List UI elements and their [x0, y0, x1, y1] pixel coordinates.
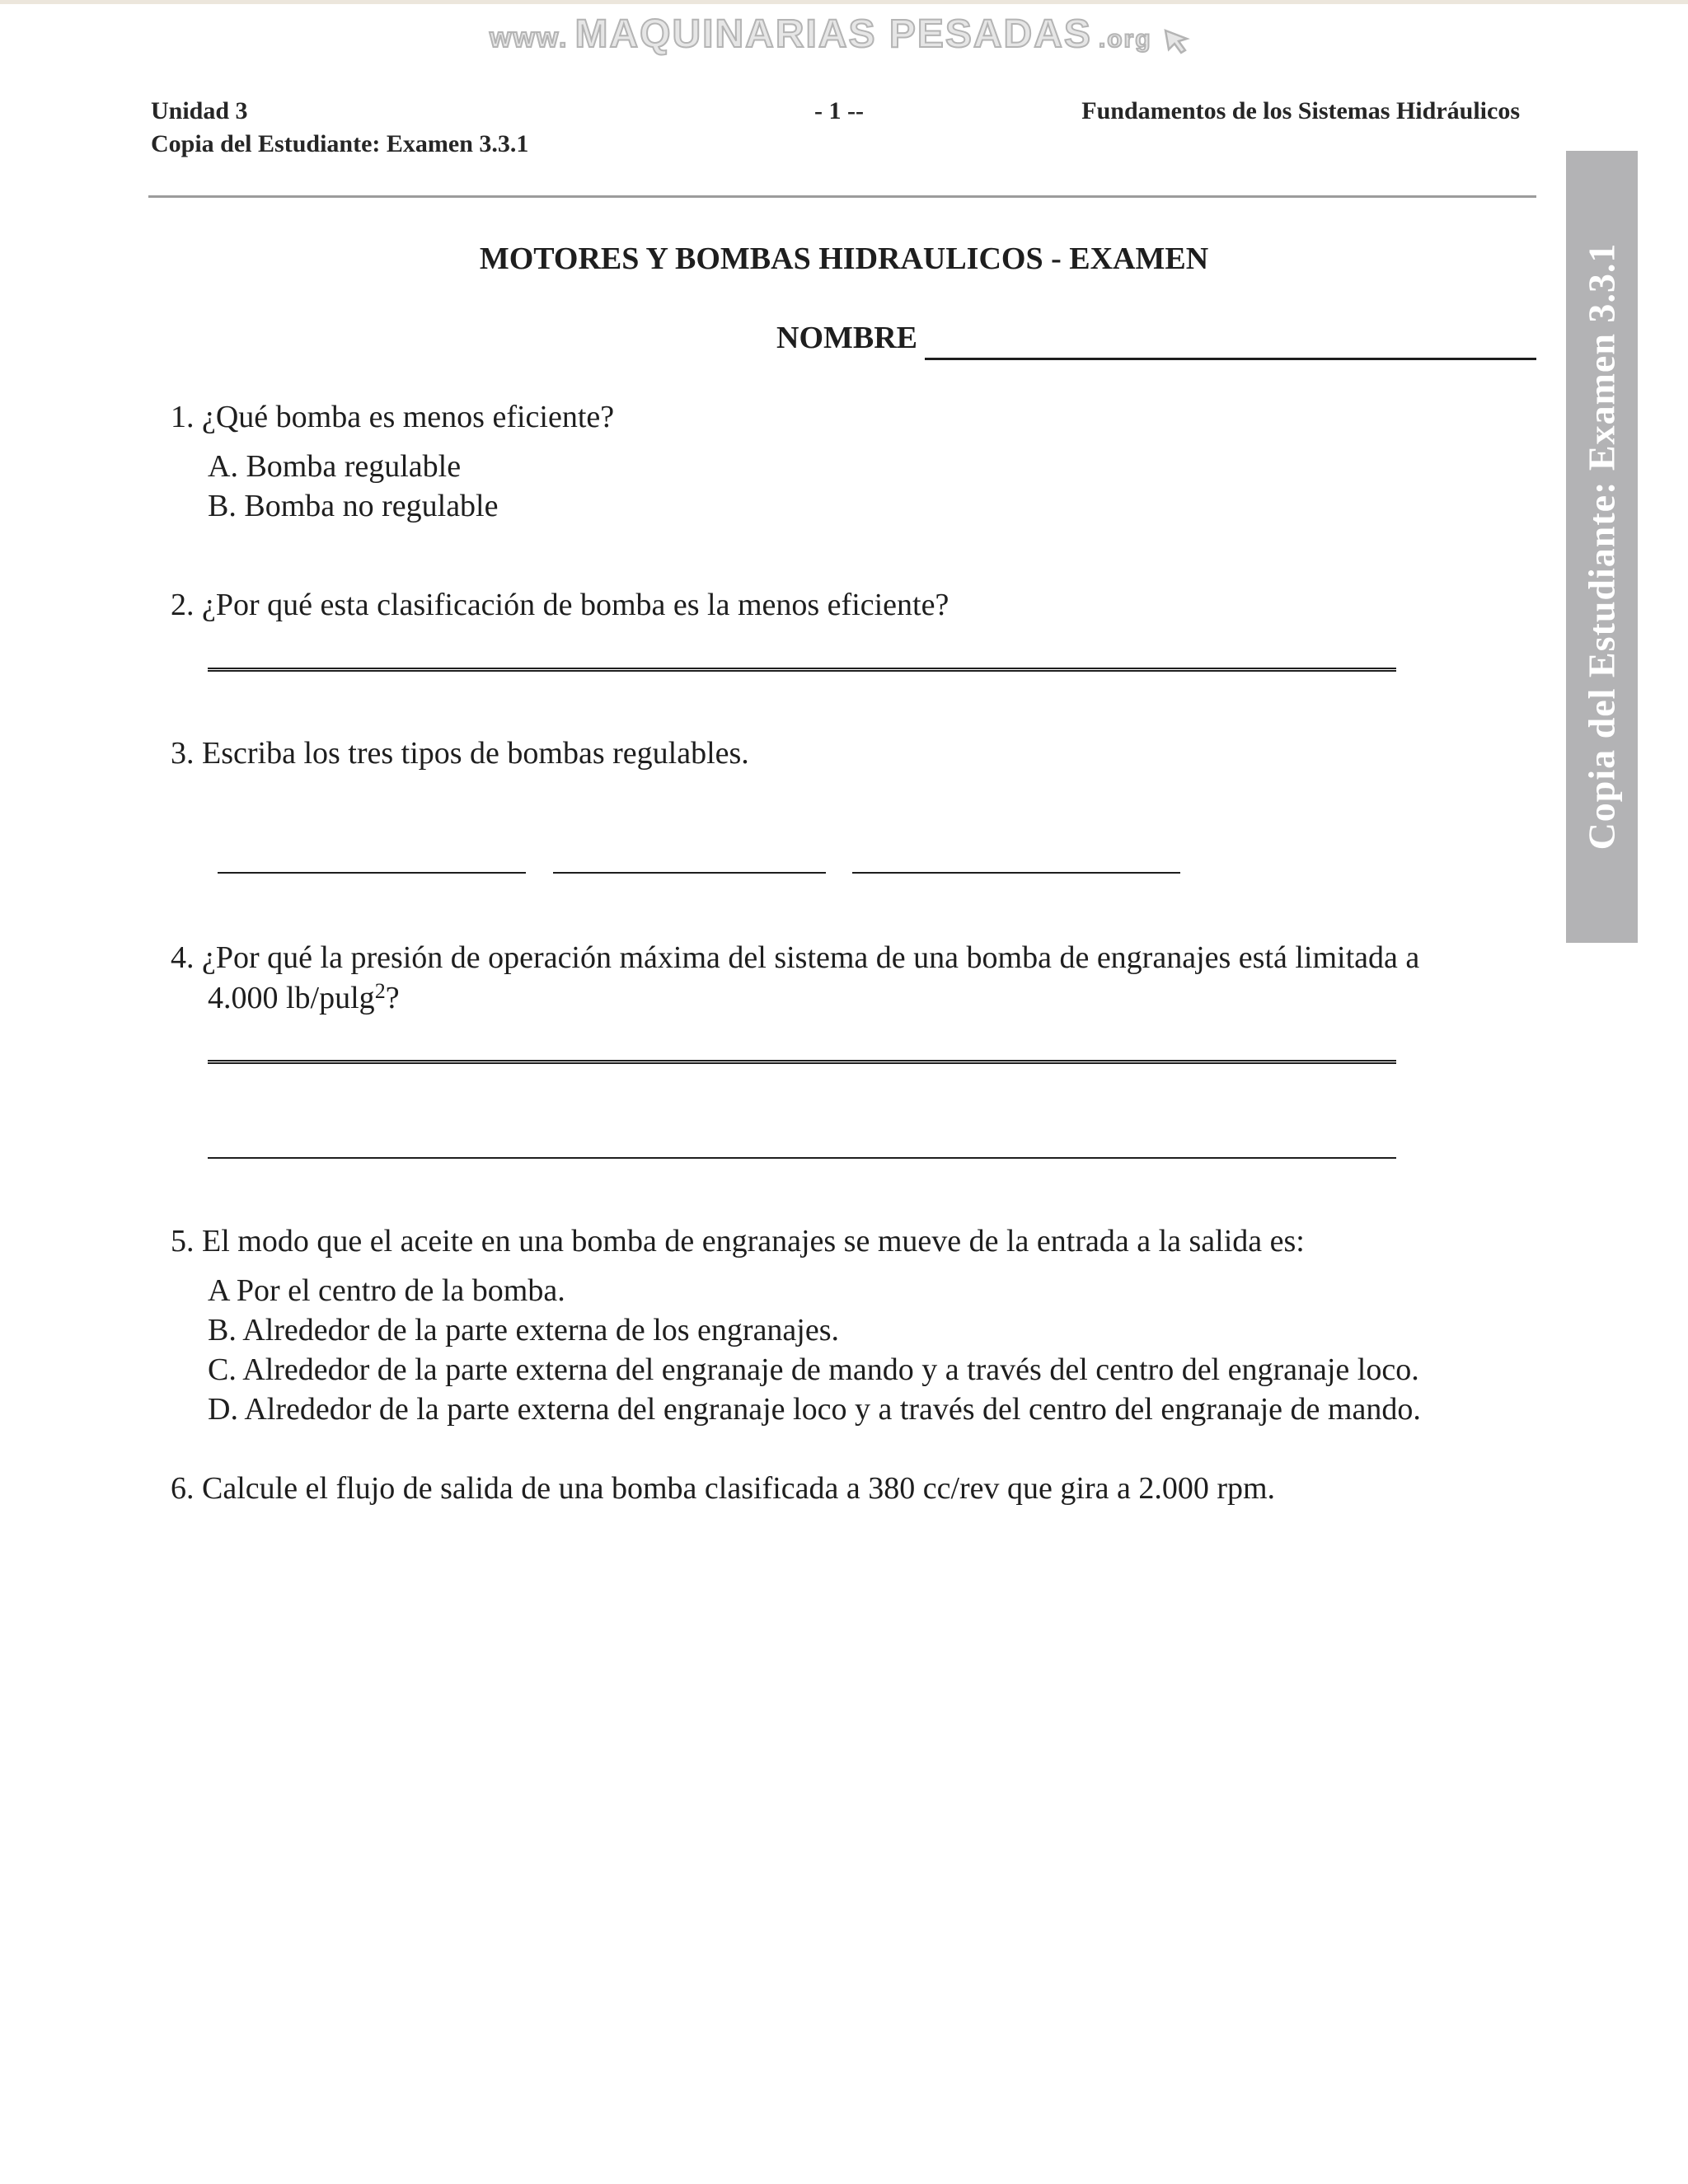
question-1-option-a: A. Bomba regulable	[208, 449, 462, 484]
watermark-title: MAQUINARIAS PESADAS	[574, 12, 1092, 56]
question-1-option-b: B. Bomba no regulable	[208, 489, 499, 523]
exam-title: MOTORES Y BOMBAS HIDRAULICOS - EXAMEN	[479, 241, 1209, 276]
question-4-line-2: 4.000 lb/pulg$^2$?	[208, 979, 400, 1015]
header-unit: Unidad 3	[151, 97, 248, 124]
top-border-strip	[0, 0, 1688, 4]
question-2: 2. ¿Por qué esta clasificación de bomba es la menos eficiente?	[171, 588, 950, 622]
question-3: 3. Escriba los tres tipos de bombas regulables.	[171, 736, 749, 771]
header-student-copy: Copia del Estudiante: Examen 3.3.1	[151, 130, 529, 157]
question-5-option-d: D. Alrededor de la parte externa del engranaje loco y a través del centro del engranaje de mando.	[208, 1392, 1421, 1427]
question-1: 1. ¿Qué bomba es menos eficiente?	[171, 400, 615, 434]
header-page-number: - 1 --	[814, 97, 864, 124]
question-4-line-1: 4. ¿Por qué la presión de operación máxima del sistema de una bomba de engranajes está limitada a	[171, 940, 1420, 975]
question-6: 6. Calcule el flujo de salida de una bomba clasificada a 380 cc/rev que gira a 2.000 rpm.	[171, 1471, 1276, 1506]
question-2-answer-line[interactable]	[208, 668, 1396, 672]
watermark-www: www.	[489, 22, 569, 54]
header-course-title: Fundamentos de los Sistemas Hidráulicos	[1081, 97, 1520, 124]
header-divider	[148, 195, 1536, 198]
question-3-answer-line-1[interactable]	[218, 872, 526, 874]
question-5-option-a: A Por el centro de la bomba.	[208, 1273, 565, 1308]
question-5: 5. El modo que el aceite en una bomba de engranajes se mueve de la entrada a la salida es:	[171, 1224, 1305, 1258]
watermark-org: .org	[1098, 26, 1152, 53]
question-5-option-b: B. Alrededor de la parte externa de los engranajes.	[208, 1313, 840, 1347]
question-4-answer-line-2[interactable]	[208, 1157, 1396, 1159]
side-tab-label: Copia del Estudiante: Examen 3.3.1	[1580, 242, 1623, 851]
question-4-answer-line-1[interactable]	[208, 1060, 1396, 1064]
question-3-answer-line-2[interactable]	[553, 872, 826, 874]
question-5-option-c: C. Alrededor de la parte externa del engranaje de mando y a través del centro del engranaje loco.	[208, 1352, 1419, 1387]
question-3-answer-line-3[interactable]	[852, 872, 1180, 874]
watermark	[0, 12, 1688, 59]
name-label: NOMBRE	[776, 321, 917, 355]
cursor-icon	[1162, 27, 1198, 59]
name-answer-line[interactable]	[925, 358, 1536, 360]
